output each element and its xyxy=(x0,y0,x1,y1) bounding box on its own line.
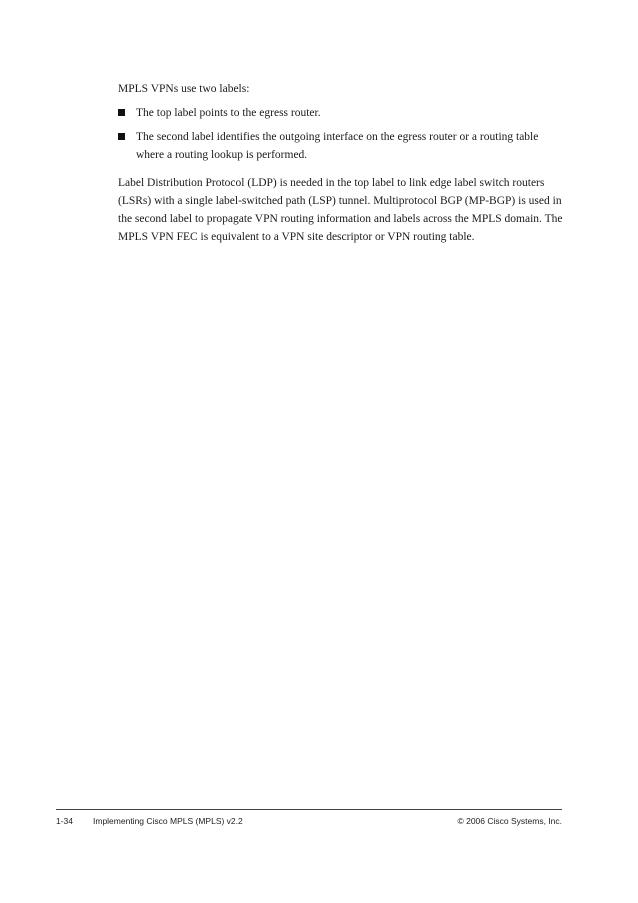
bullet-text: The second label identifies the outgoing interface on the egress router or a routing table where a routing lookup is performed. xyxy=(136,131,539,161)
page-content xyxy=(118,80,568,246)
page-number: 1-34 xyxy=(56,816,74,826)
bullet-text: The top label points to the egress router. xyxy=(136,107,321,119)
footer-divider xyxy=(56,809,562,810)
list-item xyxy=(118,104,568,122)
intro-text: MPLS VPNs use two labels: xyxy=(118,83,250,95)
square-bullet-icon xyxy=(118,133,125,140)
copyright-notice: © 2006 Cisco Systems, Inc. xyxy=(457,816,562,826)
list-item xyxy=(118,128,568,164)
body-paragraph: Label Distribution Protocol (LDP) is needed in the top label to link edge label switch routers (LSRs) with a single label-switched path (LSP) tunnel. Multiprotocol BGP (MP-BGP) is used in the second label to propagate VPN routing information and labels across the MPLS domain. The MPLS VPN FEC is equivalent to a VPN site descriptor or VPN routing table. xyxy=(118,177,563,243)
bullet-list xyxy=(118,104,568,164)
course-title: Implementing Cisco MPLS (MPLS) v2.2 xyxy=(93,816,243,826)
square-bullet-icon xyxy=(118,109,125,116)
